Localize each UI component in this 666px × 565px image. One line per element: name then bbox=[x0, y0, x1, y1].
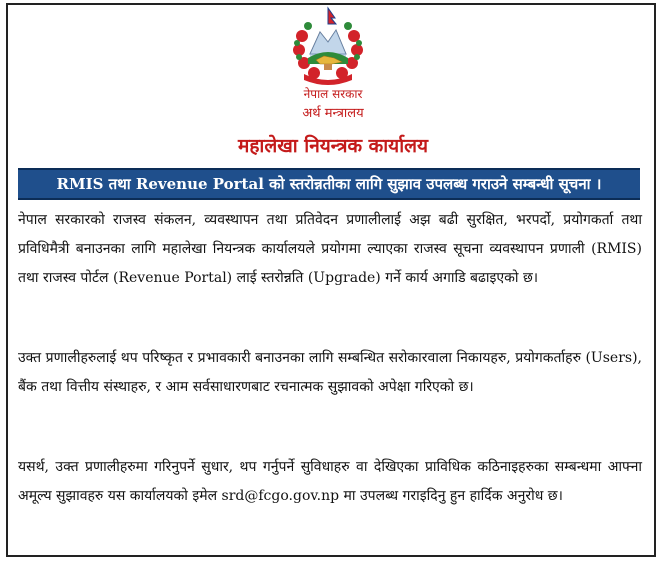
office-name: महालेखा नियन्त्रक कार्यालय bbox=[237, 135, 429, 157]
notice-paragraph-3: यसर्थ, उक्त प्रणालीहरुमा गरिनुपर्ने सुधार, थप गर्नुपर्ने सुविधाहरु वा देखिएका प्राविधिक कठिनाइहरुका सम्बन्धमा आफ्ना अमूल्य सुझावहरु यस कार्यालयको इमेल srd@fcgo.gov.np मा उपलब्ध गराइदिनु हुन हार्दिक अनुरोध छ। bbox=[18, 459, 642, 504]
notice-paragraph-2: उक्त प्रणालीहरुलाई थप परिष्कृत र प्रभावकारी बनाउनका लागि सम्बन्धित सरोकारवाला निकायहरु, प्रयोगकर्ताहरु (Users), बैंक तथा वित्तीय संस्थाहरु, र आम सर्वसाधारणबाट रचनात्मक सुझावको अपेक्षा गरिएको छ। bbox=[18, 350, 642, 395]
notice-title-banner: RMIS तथा Revenue Portal को स्तरोन्नतीका लागि सुझाव उपलब्ध गराउने सम्बन्धी सूचना । bbox=[18, 168, 640, 200]
nepal-government-emblem-icon bbox=[290, 6, 366, 86]
ministry-name: अर्थ मन्त्रालय bbox=[302, 106, 364, 121]
government-name: नेपाल सरकार bbox=[303, 87, 363, 101]
notice-paragraph-1: नेपाल सरकारको राजस्व संकलन, व्यवस्थापन तथा प्रतिवेदन प्रणालीलाई अझ बढी सुरक्षित, भरपर्दो, प्रयोगकर्ता तथा प्रविधिमैत्री बनाउनका लागि महालेखा नियन्त्रक कार्यालयले प्रयोगमा ल्याएका राजस्व सूचना व्यवस्थापन प्रणाली (RMIS) तथा राजस्व पोर्टल (Revenue Portal) लाई स्तरोन्नति (Upgrade) गर्ने कार्य अगाडि बढाइएको छ। bbox=[18, 212, 642, 286]
